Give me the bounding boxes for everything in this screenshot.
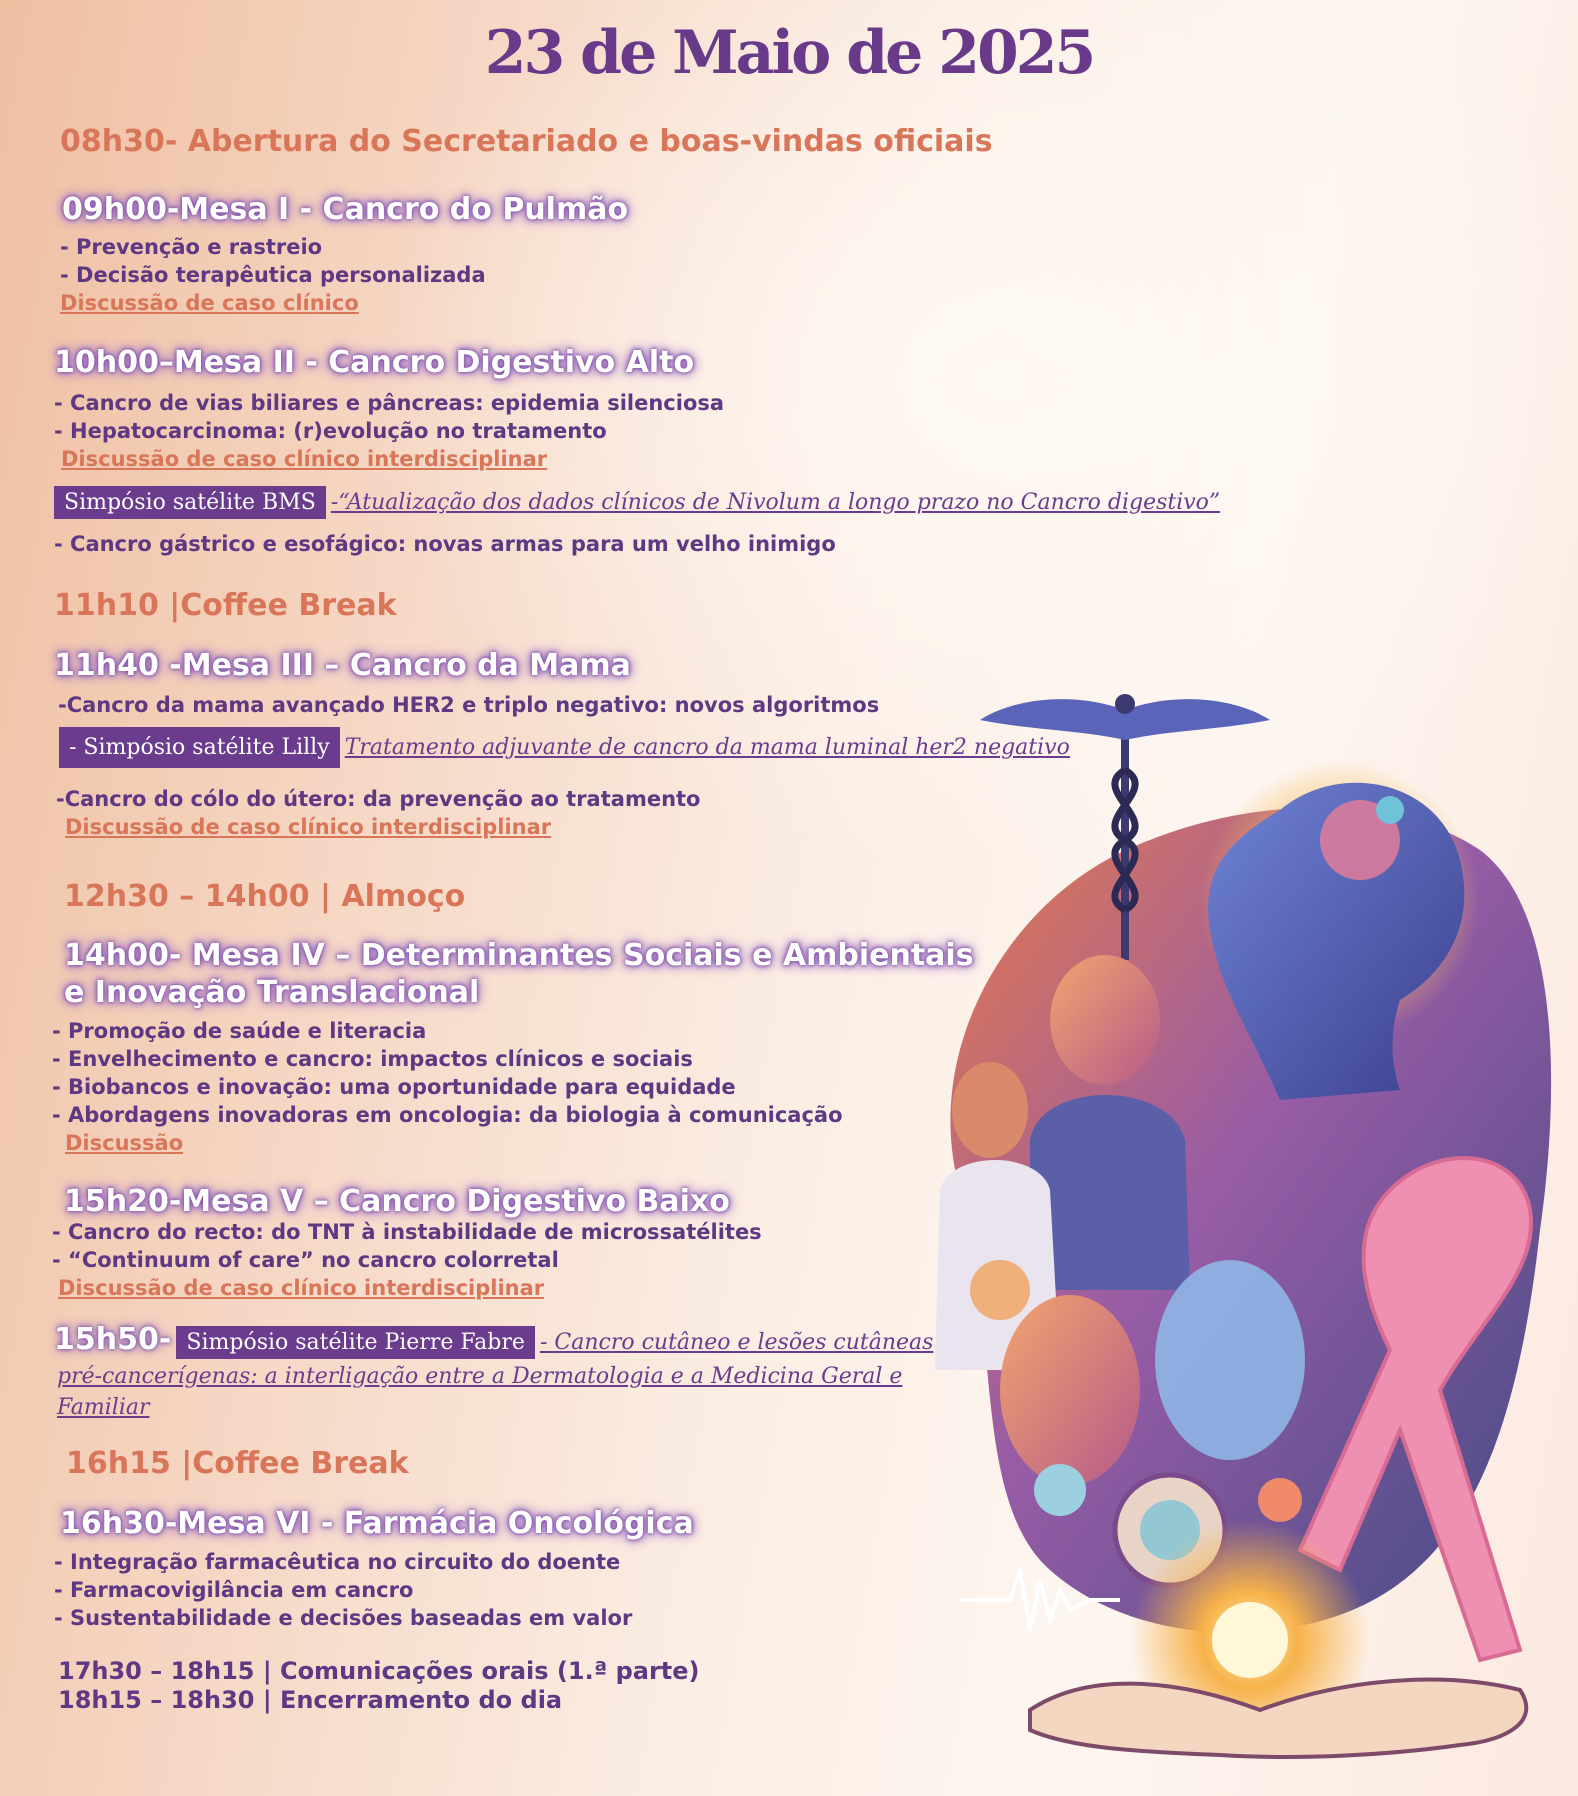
list-item: - Integração farmacêutica no circuito do doente: [54, 1550, 621, 1574]
symposium-title-lilly[interactable]: Tratamento adjuvante de cancro da mama luminal her2 negativo: [344, 735, 1070, 760]
list-item: - Sustentabilidade e decisões baseadas em valor: [54, 1606, 633, 1630]
symposium-row-pierre-fabre: [54, 1322, 933, 1359]
list-item: - Prevenção e rastreio: [60, 235, 323, 259]
lunch-break: 12h30 – 14h00 | Almoço: [64, 879, 466, 914]
symposium-badge-lilly: - Simpósio satélite Lilly: [59, 727, 340, 768]
list-item: - Cancro de vias biliares e pâncreas: epidemia silenciosa: [54, 391, 725, 415]
list-item: - Abordagens inovadoras em oncologia: da biologia à comunicação: [52, 1103, 843, 1127]
session-heading-mesa-2: 10h00–Mesa II - Cancro Digestivo Alto: [54, 345, 695, 380]
symposium-badge-pierre-fabre: Simpósio satélite Pierre Fabre: [176, 1326, 534, 1359]
symposium-title-line3[interactable]: Familiar: [57, 1395, 150, 1420]
list-item: - Biobancos e inovação: uma oportunidade para equidade: [52, 1075, 736, 1099]
list-item: - Farmacovigilância em cancro: [54, 1578, 414, 1602]
session-heading-mesa-3: 11h40 -Mesa III – Cancro da Mama: [54, 648, 631, 683]
discussion-link[interactable]: Discussão de caso clínico interdisciplinar: [65, 815, 552, 839]
symposium-title-line2[interactable]: pré-cancerígenas: a interligação entre a Dermatologia e a Medicina Geral e: [57, 1364, 903, 1389]
coffee-break-2: 16h15 |Coffee Break: [66, 1446, 409, 1481]
list-item: -Cancro do cólo do útero: da prevenção ao tratamento: [56, 787, 701, 811]
session-heading-mesa-5: 15h20-Mesa V – Cancro Digestivo Baixo: [64, 1184, 730, 1219]
symposium-title-pierre-fabre[interactable]: - Cancro cutâneo e lesões cutâneas: [539, 1330, 934, 1355]
list-item: - Cancro do recto: do TNT à instabilidade de microssatélites: [52, 1220, 762, 1244]
session-heading-mesa-4: 14h00- Mesa IV – Determinantes Sociais e Ambientais: [64, 938, 974, 973]
session-heading-mesa-6: 16h30-Mesa VI - Farmácia Oncológica: [60, 1506, 694, 1541]
symposium-title-bms[interactable]: -“Atualização dos dados clínicos de Nivolum a longo prazo no Cancro digestivo”: [330, 490, 1221, 515]
closing-item: 17h30 – 18h15 | Comunicações orais (1.ª parte): [58, 1657, 700, 1685]
list-item: - “Continuum of care” no cancro colorretal: [52, 1248, 559, 1272]
symposium-row-bms: [54, 486, 1220, 519]
discussion-link[interactable]: Discussão de caso clínico interdisciplinar: [61, 447, 548, 471]
discussion-link[interactable]: Discussão de caso clínico: [60, 291, 359, 315]
closing-item: 18h15 – 18h30 | Encerramento do dia: [58, 1686, 563, 1714]
session-opening: 08h30- Abertura do Secretariado e boas-vindas oficiais: [60, 124, 993, 159]
list-item: - Decisão terapêutica personalizada: [60, 263, 486, 287]
medical-illustration: [920, 670, 1560, 1790]
coffee-break-1: 11h10 |Coffee Break: [54, 588, 397, 623]
symposium-time: 15h50-: [54, 1322, 172, 1357]
symposium-row-lilly: [59, 727, 1070, 768]
list-item: - Envelhecimento e cancro: impactos clínicos e sociais: [52, 1047, 693, 1071]
list-item: - Cancro gástrico e esofágico: novas armas para um velho inimigo: [54, 532, 836, 556]
session-heading-mesa-1: 09h00-Mesa I - Cancro do Pulmão: [62, 192, 629, 227]
list-item: - Promoção de saúde e literacia: [52, 1019, 427, 1043]
discussion-link[interactable]: Discussão: [65, 1131, 184, 1155]
symposium-badge-bms: Simpósio satélite BMS: [54, 486, 326, 519]
list-item: - Hepatocarcinoma: (r)evolução no tratamento: [54, 419, 607, 443]
page-title: 23 de Maio de 2025: [484, 18, 1094, 88]
list-item: -Cancro da mama avançado HER2 e triplo negativo: novos algoritmos: [58, 693, 880, 717]
session-heading-mesa-4-line2: e Inovação Translacional: [64, 975, 480, 1010]
discussion-link[interactable]: Discussão de caso clínico interdisciplinar: [58, 1276, 545, 1300]
